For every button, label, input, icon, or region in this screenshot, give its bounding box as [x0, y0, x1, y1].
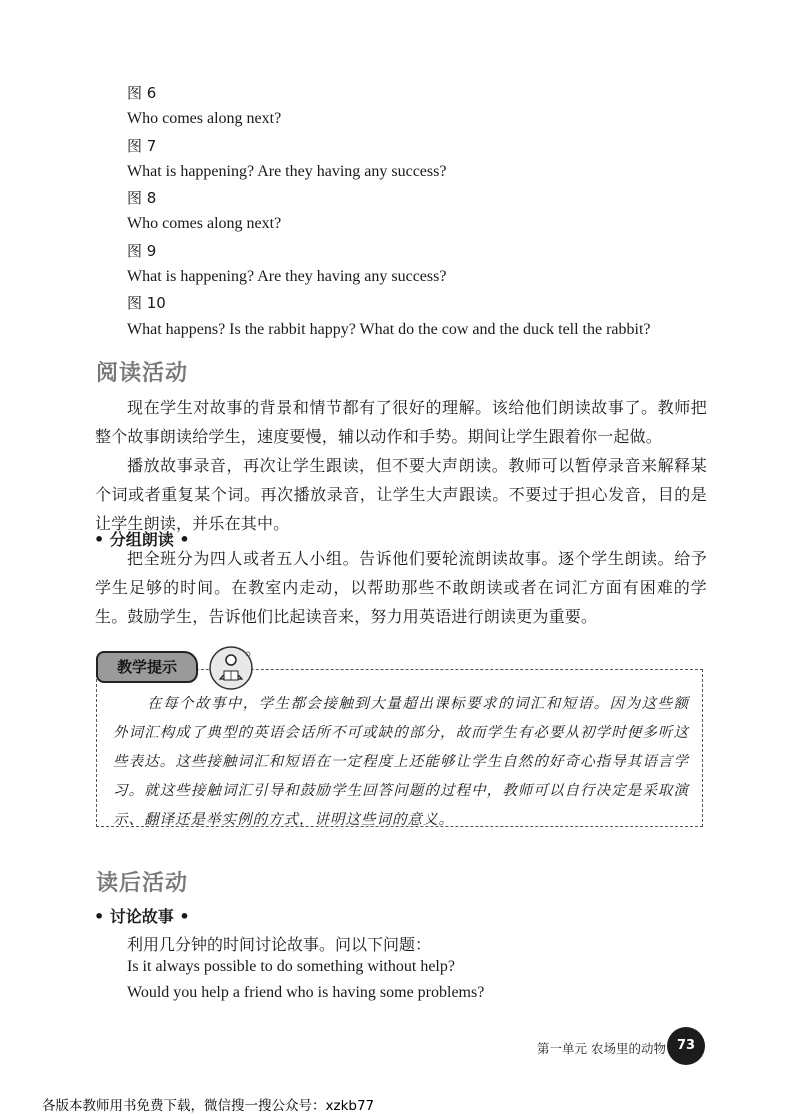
teaching-tip-text: 在每个故事中，学生都会接触到大量超出课标要求的词汇和短语。因为这些额外词汇构成了典型的英语会话所不可或缺的部分，故而学生有必要从初学时便多听这些表达。这些接触词汇和短语在一定程度上还能够让学生自然的好奇心指导其语言学习。就这些接触词汇引导和鼓励学生回答问题的过程中，教师可以自行决定是采取演示、翻译还是举实例的方式，讲明这些词的意义。	[113, 696, 689, 828]
group-reading-heading: • 分组朗读 •	[94, 530, 190, 549]
figure-label: 图 7	[127, 136, 157, 155]
post-reading-heading: 读后活动	[96, 871, 189, 896]
figure-label: 图 9	[127, 241, 157, 260]
watermark-text: 各版本教师用书免费下载，微信搜一搜公众号：xzkb77	[42, 1098, 375, 1114]
teaching-tip-label: 教学提示	[96, 651, 198, 683]
discussion-question: Would you help a friend who is having some problems?	[127, 984, 485, 1001]
reading-activity-heading: 阅读活动	[96, 361, 189, 386]
figure-label: 图 10	[127, 294, 166, 313]
question-text: What happens? Is the rabbit happy? What do the cow and the duck tell the rabbit?	[127, 320, 651, 338]
discussion-question: Is it always possible to do something without help?	[127, 958, 455, 975]
page-number: 73	[667, 1027, 705, 1065]
unit-title: 第一单元 农场里的动物	[537, 1041, 666, 1056]
question-list	[127, 80, 747, 343]
question-text: What is happening? Are they having any success?	[127, 162, 447, 180]
teacher-reading-icon	[206, 645, 256, 691]
figure-label: 图 8	[127, 189, 157, 208]
discuss-intro: 利用几分钟的时间讨论故事。问以下问题：	[127, 935, 432, 954]
discuss-story-heading: • 讨论故事 •	[94, 907, 190, 926]
question-text: Who comes along next?	[127, 215, 282, 233]
question-text: Who comes along next?	[127, 110, 282, 128]
figure-label: 图 6	[127, 84, 157, 102]
question-text: What is happening? Are they having any success?	[127, 268, 447, 286]
reading-paragraph-1: 现在学生对故事的背景和情节都有了很好的理解。该给他们朗读故事了。教师把整个故事朗读给学生，速度要慢，辅以动作和手势。期间让学生跟着你一起做。	[95, 398, 707, 446]
reading-paragraph-2: 播放故事录音，再次让学生跟读，但不要大声朗读。教师可以暂停录音来解释某个词或者重复某个词。再次播放录音，让学生大声跟读。不要过于担心发音，目的是让学生朗读，并乐在其中。	[95, 456, 707, 533]
group-reading-paragraph: 把全班分为四人或者五人小组。告诉他们要轮流朗读故事。逐个学生朗读。给予学生足够的时间。在教室内走动，以帮助那些不敢朗读或者在词汇方面有困难的学生。鼓励学生，告诉他们比起读音来，努力用英语进行朗读更为重要。	[95, 549, 707, 626]
